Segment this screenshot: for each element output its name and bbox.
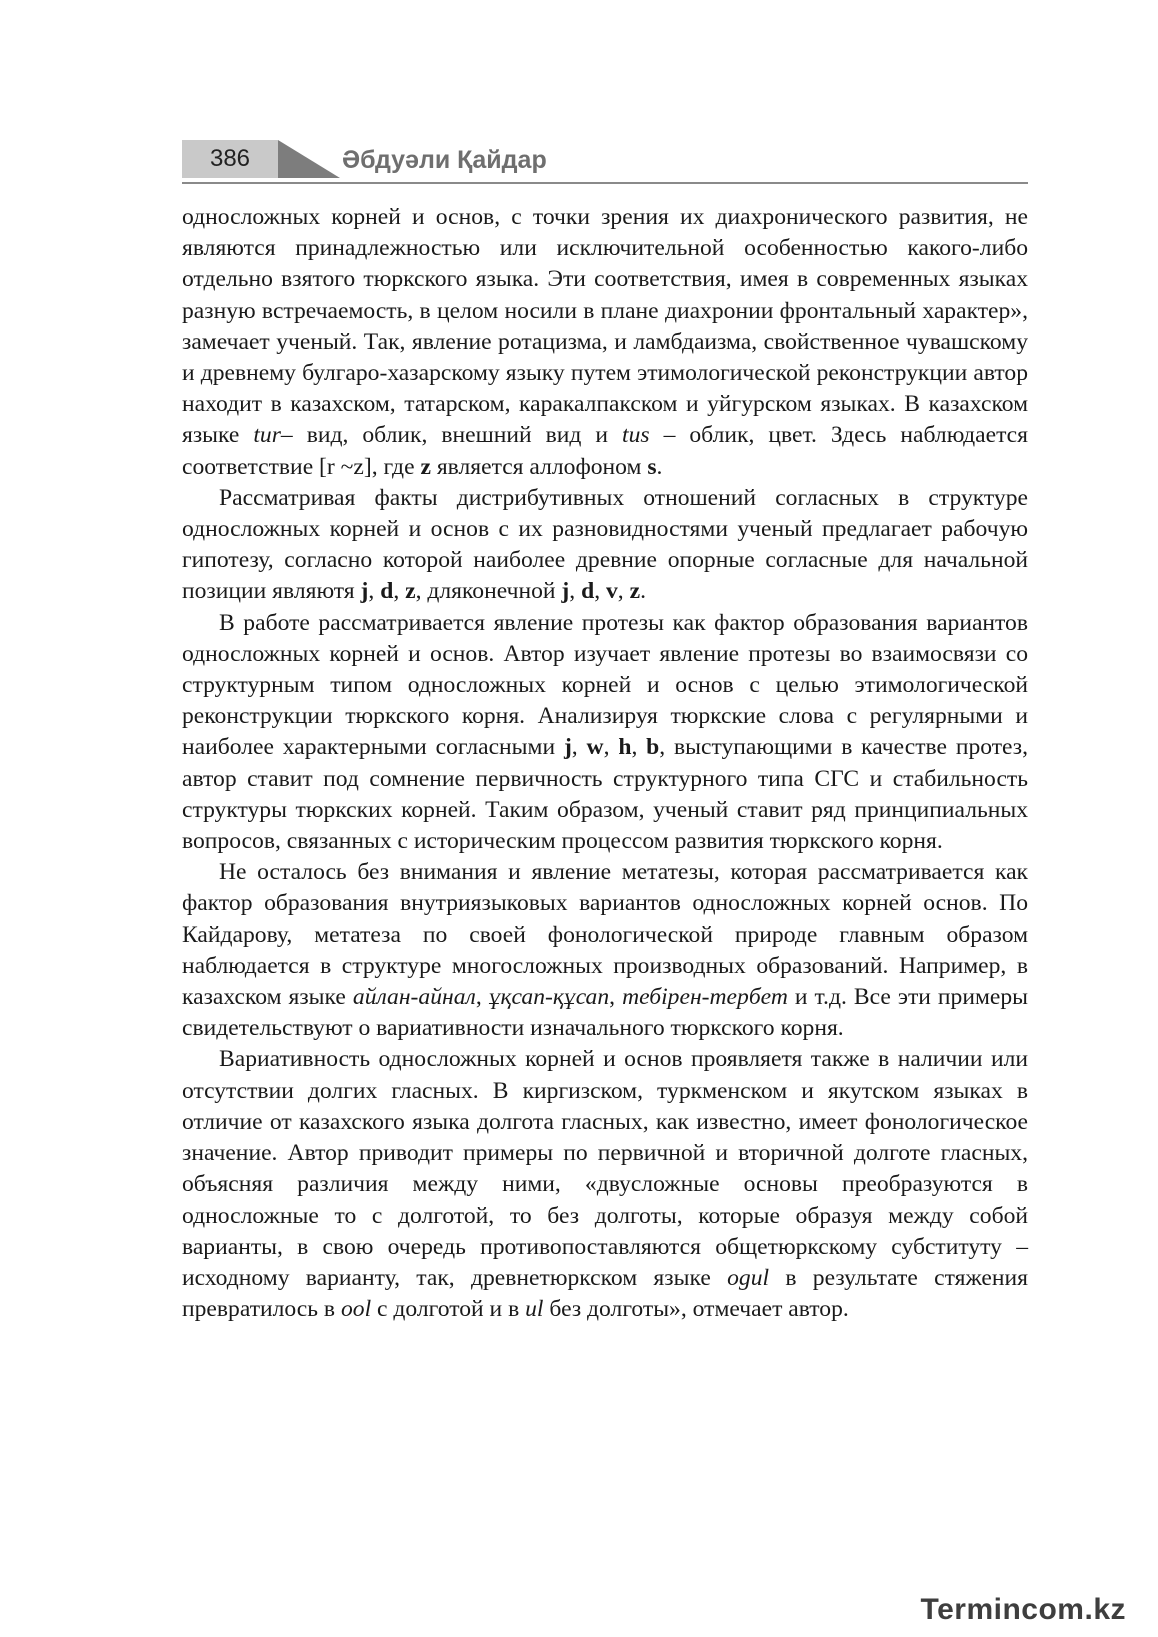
text-run: , <box>617 578 630 605</box>
bold-symbol: h <box>618 734 632 761</box>
text-run: , <box>631 734 647 761</box>
text-run: В работе рассматривается явление протезы как фактор образования вариантов односложных корней и основ. Автор изучает явление протезы во взаимосвязи со структурным типом односложных корней и основ с целью этимологической реконструкции тюркского корня. Анализируя тюркские слова с регулярными и наиболее характерными согласными <box>182 609 1028 761</box>
paragraph <box>182 1044 1028 1325</box>
text-run: , выступающими в качестве протез, автор ставит под сомнение первичность структурного типа СГС и стабильность структуры тюркских корней. Таким образом, ученый ставит ряд принципиальных вопросов, связанных с историческим процессом развития тюркского корня. <box>182 734 1029 855</box>
text-run: . <box>656 453 663 480</box>
text-run: является аллофоном <box>430 453 648 480</box>
text-run: , <box>594 578 606 605</box>
text-run: с долготой и в <box>371 1296 526 1323</box>
text-run: , <box>475 984 489 1011</box>
running-title: Әбдуәли Қайдар <box>342 146 547 174</box>
text-run: , <box>393 578 406 605</box>
header-rule <box>182 182 1028 184</box>
text-run: , <box>571 734 587 761</box>
page-header <box>182 138 1028 186</box>
bold-symbol: z <box>629 578 641 605</box>
text-run: без долготы», отмечает автор. <box>543 1296 849 1323</box>
body-text <box>182 202 1028 1325</box>
italic-term: айлан-айнал <box>352 984 476 1011</box>
text-run: и т.д. Все эти примеры свидетельствуют о вариативности изначального тюркского корня. <box>182 984 1029 1042</box>
italic-term: ұқсап-құсап <box>488 984 610 1011</box>
bold-symbol: s <box>647 453 657 480</box>
text-run: , <box>609 984 623 1011</box>
text-run: – вид, облик, внешний вид и <box>280 422 623 449</box>
bold-symbol: v <box>606 578 618 605</box>
bold-symbol: j <box>360 578 369 605</box>
text-run: односложных корней и основ, с точки зрения их диахронического развития, не являются принадлежностью или исключительной особенностью какого-либо отдельно взятого тюркского языка. Эти соответствия, имея в современных языках разную встречаемость, в целом носили в плане диахронии фронтальный характер», замечает ученый. Так, явление ротацизма, и ламбдаизма, свойственное чувашскому и древнему булгаро-хазарскому языку путем этимологической реконструкции автор находит в казахском, татарском, каракалпакском и уйгурском языках. В казахском языке <box>182 204 1028 449</box>
text-run: Вариативность односложных корней и основ проявляетя также в наличии или отсутствии долгих гласных. В киргизском, туркменском и якутском языках в отличие от казахского языка долгота гласных, как известно, имеет фонологическое значение. Автор приводит примеры по первичной и вторичной долготе гласных, объясняя различия между ними, «двусложные основы преобразуются в односложные то с долготой, то без долготы, которые образуя между собой варианты, в свою очередь противопоставляются общетюркскому субституту – исходному варианту, так, древнетюркском языке <box>182 1046 1028 1291</box>
text-run: , <box>569 578 582 605</box>
italic-term: тебірен-тербет <box>622 984 788 1011</box>
bold-symbol: w <box>586 734 604 761</box>
bold-symbol: j <box>563 734 572 761</box>
bold-symbol: j <box>561 578 570 605</box>
paragraph <box>182 608 1028 858</box>
text-run: Не осталось без внимания и явление метатезы, которая рассматривается как фактор образования внутриязыковых вариантов односложных корней основ. По Кайдарову, метатеза по своей фонологической природе главным образом наблюдается в структуре многосложных производных образований. Например, в казахском языке <box>182 859 1028 1011</box>
bold-symbol: d <box>380 578 394 605</box>
text-run: , дляконечной <box>415 578 562 605</box>
paragraph <box>182 483 1028 608</box>
bold-symbol: z <box>420 453 431 480</box>
text-run: в результате стяжения превратилось в <box>182 1264 1029 1323</box>
bold-symbol: b <box>646 734 660 761</box>
site-watermark: Termincom.kz <box>920 1593 1126 1626</box>
paragraph <box>182 857 1028 1044</box>
text-run: , <box>368 578 381 605</box>
text-run: , <box>603 734 619 761</box>
text-run: – облик, цвет. Здесь наблюдается соответствие [r ~z], где <box>182 422 1028 480</box>
page-number: 386 <box>209 145 251 172</box>
italic-term: ogul <box>727 1264 770 1291</box>
bold-symbol: d <box>581 578 595 605</box>
header-wedge-decoration <box>278 140 340 178</box>
italic-term: ul <box>525 1296 544 1323</box>
bold-symbol: z <box>405 578 416 605</box>
italic-term: ool <box>340 1296 372 1323</box>
italic-term: tus <box>622 422 650 449</box>
italic-term: tur <box>253 422 281 449</box>
text-run: . <box>640 578 646 605</box>
paragraph <box>182 202 1028 483</box>
text-run: Рассматривая факты дистрибутивных отношений согласных в структуре односложных корней и основ с их разновидностями ученый предлагает рабочую гипотезу, согласно которой наиболее древние опорные согласные для начальной позиции являютя <box>182 484 1028 605</box>
